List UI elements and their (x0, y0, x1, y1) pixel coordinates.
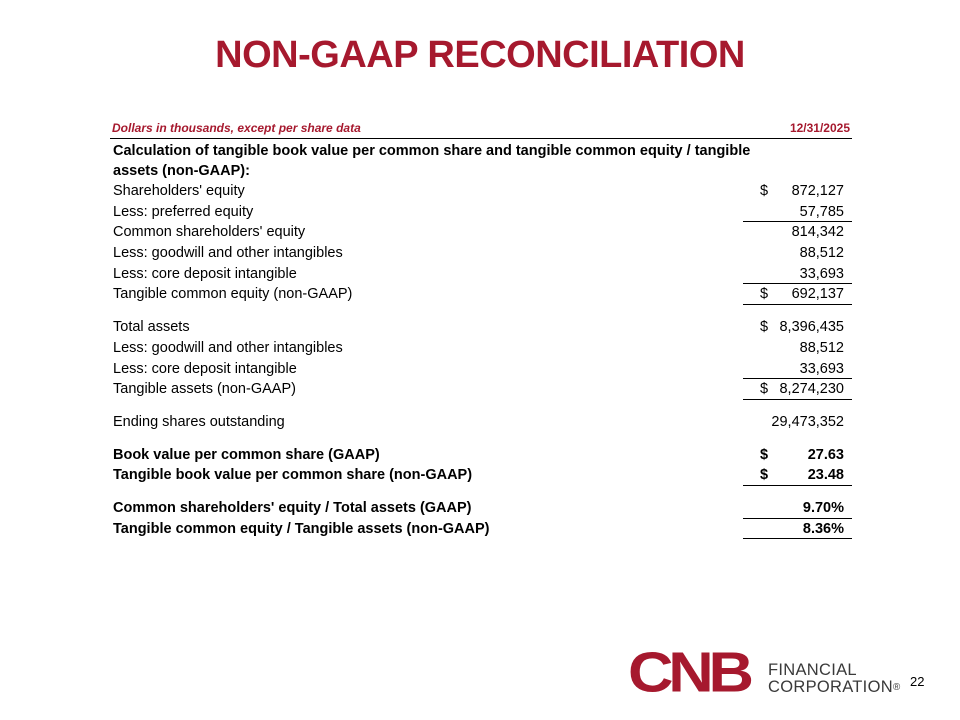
row-value: 27.63 (807, 446, 844, 463)
row-value: 33,693 (799, 265, 844, 282)
table-row (110, 317, 852, 338)
currency-sign: $ (760, 319, 769, 336)
row-value: 872,127 (791, 183, 844, 199)
row-value: 57,785 (799, 203, 844, 220)
table-row (110, 338, 852, 359)
row-value: 29,473,352 (771, 413, 844, 430)
row-value: 33,693 (799, 360, 844, 377)
units-label: Dollars in thousands, except per share data (112, 121, 361, 135)
table-row (110, 284, 852, 305)
currency-sign: $ (760, 183, 769, 199)
row-label: Ending shares outstanding (113, 413, 285, 430)
table-row (110, 498, 852, 519)
table-row (110, 181, 852, 202)
table-row (110, 445, 852, 466)
table-row (110, 379, 852, 400)
row-label: Tangible common equity / Tangible assets (non-GAAP) (113, 520, 490, 537)
table-header (110, 118, 852, 139)
currency-sign: $ (760, 286, 769, 303)
reconciliation-table (110, 118, 852, 539)
logo-line2: CORPORATION® (768, 678, 901, 696)
row-label: Less: goodwill and other intangibles (113, 245, 343, 262)
row-label: Less: core deposit intangible (113, 360, 297, 377)
row-value: 23.48 (807, 467, 844, 484)
section-title: Calculation of tangible book value per common share and tangible common equity / tangible assets (non-GAAP): (113, 143, 751, 179)
period-date: 12/31/2025 (789, 121, 850, 135)
row-value: 814,342 (791, 224, 844, 241)
row-value: 88,512 (799, 245, 844, 262)
table-row (110, 264, 852, 285)
currency-sign: $ (760, 381, 769, 398)
row-label: Shareholders' equity (113, 183, 245, 199)
table-row (110, 412, 852, 433)
row-label: Common shareholders' equity (113, 224, 306, 241)
row-value: 8.36% (802, 520, 844, 537)
row-label: Tangible assets (non-GAAP) (113, 381, 296, 398)
row-label: Total assets (113, 319, 190, 336)
table-row (110, 202, 852, 223)
logo-line1: FINANCIAL (768, 661, 857, 679)
logo-wordmark (768, 662, 901, 696)
row-value: 8,274,230 (779, 381, 844, 398)
row-value: 692,137 (791, 286, 844, 303)
table-row (110, 465, 852, 486)
table-row (110, 243, 852, 264)
page-title: NON-GAAP RECONCILIATION (215, 34, 745, 76)
row-label: Less: goodwill and other intangibles (113, 339, 343, 356)
row-label: Common shareholders' equity / Total assets (GAAP) (113, 499, 472, 516)
row-label: Less: core deposit intangible (113, 265, 297, 282)
page-number: 22 (910, 674, 925, 689)
row-value: 8,396,435 (779, 319, 844, 336)
currency-sign: $ (760, 467, 769, 484)
row-label: Tangible common equity (non-GAAP) (113, 286, 353, 303)
table-row (110, 222, 852, 243)
currency-sign: $ (760, 446, 769, 463)
row-label: Less: preferred equity (113, 203, 254, 220)
registered-mark: ® (892, 682, 901, 693)
row-label: Book value per common share (GAAP) (113, 446, 380, 463)
logo-mark: CNB (628, 644, 749, 700)
row-label: Tangible book value per common share (non-GAAP) (113, 467, 473, 484)
table-row (110, 359, 852, 380)
row-value: 9.70% (802, 499, 844, 516)
table-row (110, 519, 852, 540)
row-value: 88,512 (799, 339, 844, 356)
